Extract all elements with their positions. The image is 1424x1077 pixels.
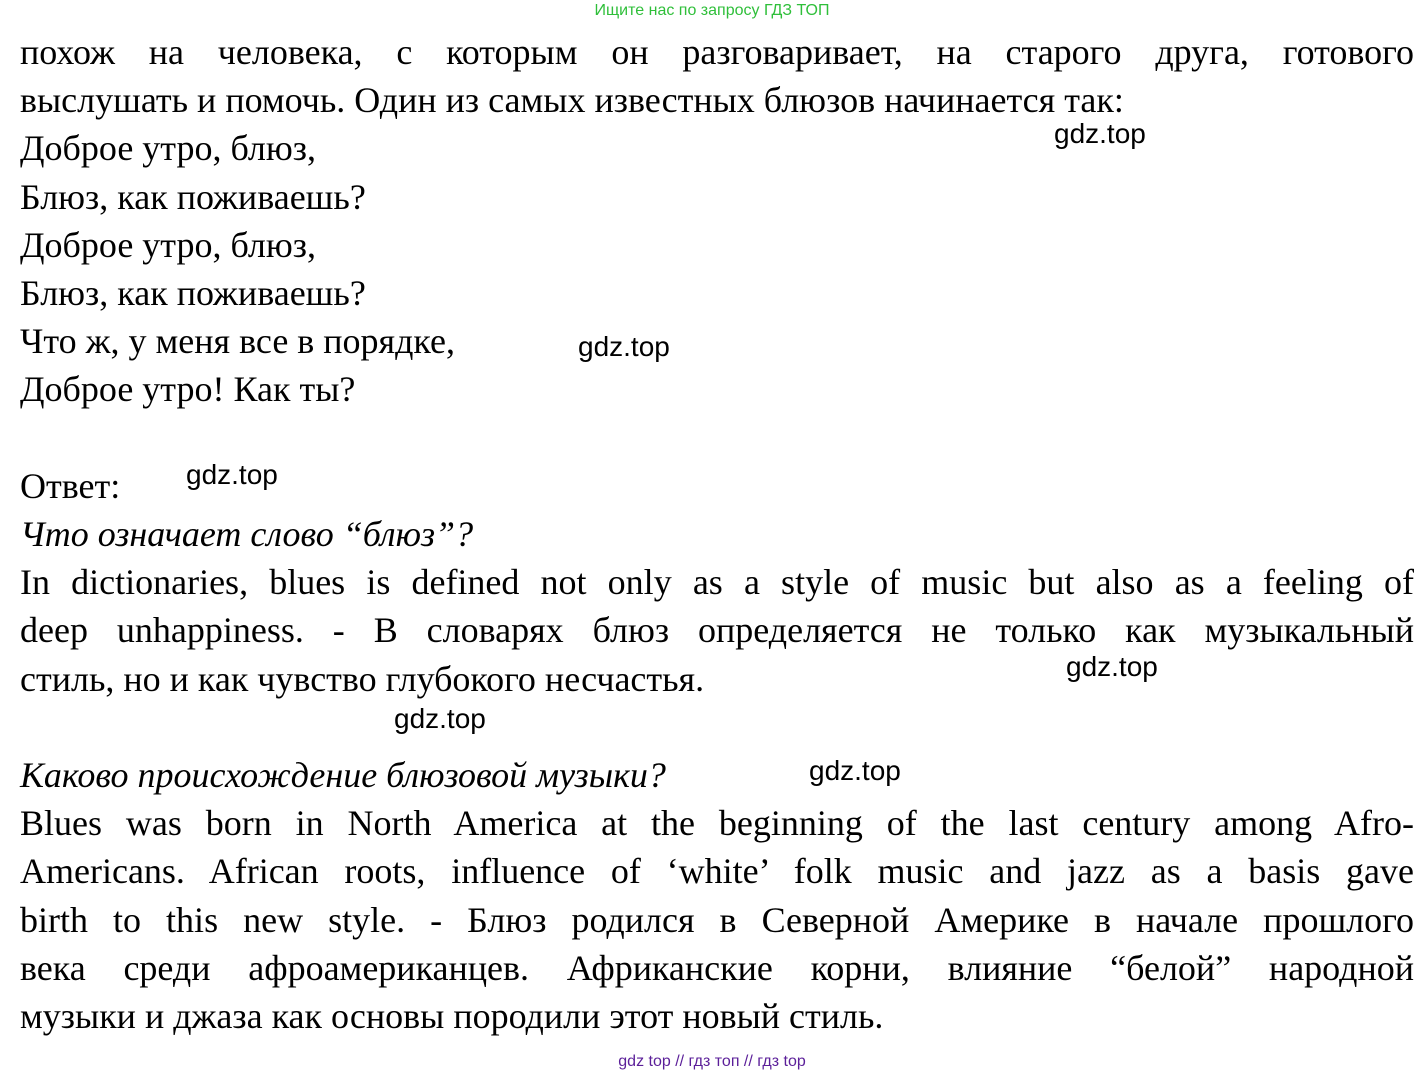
poem-line: Блюз, как поживаешь?: [20, 176, 366, 217]
poem-line: Что ж, у меня все в порядке,: [20, 321, 456, 362]
answer-2-line-5: музыки и джаза как основы породили этот новый стиль.: [20, 996, 884, 1037]
intro-line-1: похож на человека, с которым он разговаривает, на старого друга, готового: [20, 32, 1414, 72]
watermark: gdz.top: [578, 331, 670, 362]
watermark: gdz.top: [809, 755, 901, 786]
document-body: [20, 28, 1414, 1040]
answer-2-line-1: Blues was born in North America at the beginning of the last century among Afro-: [20, 803, 1414, 844]
watermark: gdz.top: [186, 459, 278, 490]
answer-2-line-4: века среди афроамериканцев. Африканские корни, влияние “белой” народной: [20, 947, 1414, 988]
poem-line: Доброе утро, блюз,: [20, 224, 316, 265]
answer-label: Ответ:: [20, 465, 121, 506]
watermark: gdz.top: [1054, 118, 1146, 149]
poem-line: Блюз, как поживаешь?: [20, 273, 366, 314]
answer-1-line-3: стиль, но и как чувство глубокого несчастья.: [20, 658, 705, 699]
watermark: gdz.top: [1066, 651, 1158, 682]
poem-line: Доброе утро! Как ты?: [20, 369, 356, 410]
top-banner: Ищите нас по запросу ГДЗ ТОП: [594, 2, 830, 19]
answer-1-line-2: deep unhappiness. - В словарях блюз определяется не только как музыкальный: [20, 610, 1414, 651]
paragraph-gap: [20, 414, 1414, 462]
answer-2-line-2: Americans. African roots, influence of ‘white’ folk music and jazz as a basis gave: [20, 851, 1414, 892]
poem-line: Доброе утро, блюз,: [20, 128, 316, 169]
answer-1-line-1: In dictionaries, blues is defined not only as a style of music but also as a feeling of: [20, 562, 1414, 603]
question-1: Что означает слово “блюз”?: [20, 514, 474, 555]
footer-links: gdz top // гдз топ // гдз top: [618, 1053, 806, 1070]
question-2: Каково происхождение блюзовой музыки?: [20, 755, 666, 796]
paragraph-gap: [20, 703, 1414, 751]
answer-2-line-3: birth to this new style. - Блюз родился в Северной Америке в начале прошлого: [20, 899, 1414, 940]
intro-line-2: выслушать и помочь. Один из самых известных блюзов начинается так:: [20, 80, 1124, 121]
watermark: gdz.top: [394, 703, 486, 734]
